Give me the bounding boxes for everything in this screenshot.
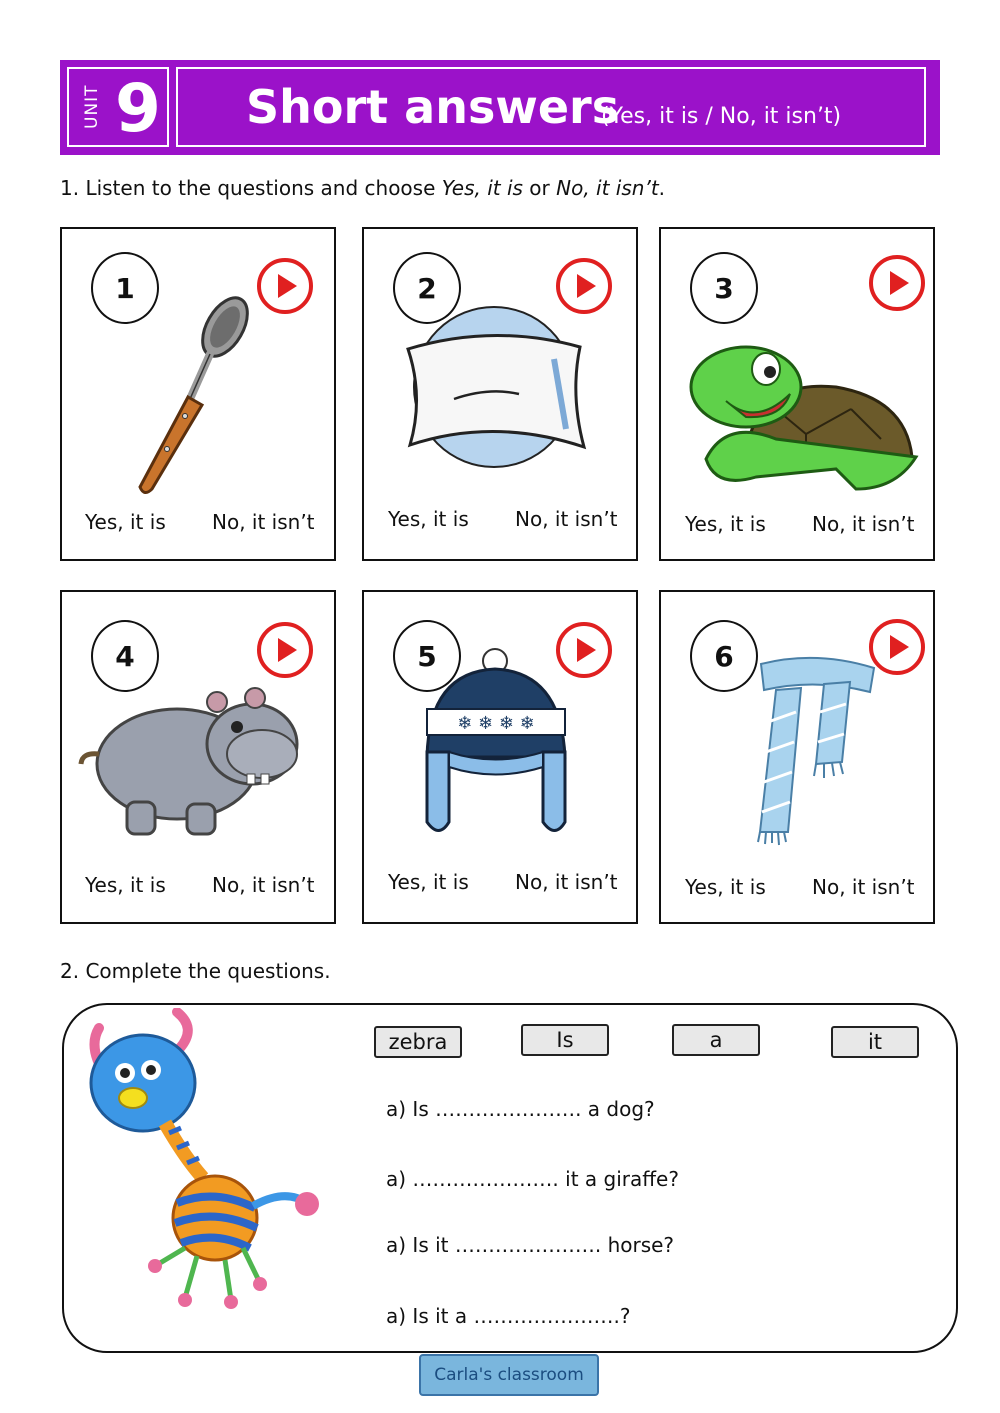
answer-yes[interactable]: Yes, it is [685,512,766,536]
play-icon[interactable] [867,253,927,313]
monster-character-icon [85,1008,330,1313]
instruction-suffix: . [658,176,666,200]
answer-no[interactable]: No, it isn’t [812,875,915,899]
card-number: 3 [690,252,758,324]
play-icon[interactable] [255,620,315,680]
word-chip-zebra[interactable]: zebra [374,1026,462,1058]
answer-yes[interactable]: Yes, it is [85,873,166,897]
card-6 [659,590,935,924]
page-subtitle: (Yes, it is / No, it isn’t) [601,104,842,129]
hippo-icon [77,682,307,842]
answer-yes[interactable]: Yes, it is [388,870,469,894]
answer-yes[interactable]: Yes, it is [85,510,166,534]
spoon-icon [122,289,262,499]
card-5 [362,590,638,924]
footer-badge: Carla's classroom [419,1354,599,1396]
question-1[interactable]: a) Is …………………. a dog? [386,1097,655,1121]
winter-hat-icon [409,647,584,842]
answer-no[interactable]: No, it isn’t [212,510,315,534]
card-3 [659,227,935,561]
pillow-icon [394,299,594,469]
play-icon[interactable] [255,256,315,316]
scarf-icon [746,652,886,847]
question-4[interactable]: a) Is it a ………………….? [386,1304,631,1328]
unit-number: 9 [115,69,161,147]
card-4 [60,590,336,924]
answer-no[interactable]: No, it isn’t [212,873,315,897]
exercise2-instruction: 2. Complete the questions. [60,959,331,983]
question-2[interactable]: a) …………………. it a giraffe? [386,1167,679,1191]
card-number: 2 [393,252,461,324]
card-number: 4 [91,620,159,692]
unit-label: UNIT [82,84,102,130]
svg-text:❄ ❄ ❄ ❄: ❄ ❄ ❄ ❄ [457,713,535,734]
instruction-option-b: No, it isn’t [556,176,659,200]
card-2 [362,227,638,561]
card-1 [60,227,336,561]
answer-no[interactable]: No, it isn’t [812,512,915,536]
answer-yes[interactable]: Yes, it is [685,875,766,899]
answer-no[interactable]: No, it isn’t [515,870,618,894]
word-chip-is[interactable]: Is [521,1024,609,1056]
instruction-text: 1. Listen to the questions and choose [60,176,442,200]
instruction-joiner: or [522,176,557,200]
turtle-icon [686,339,921,499]
answer-yes[interactable]: Yes, it is [388,507,469,531]
exercise1-instruction [60,176,665,200]
card-number: 5 [393,620,461,692]
card-number: 6 [690,620,758,692]
answer-no[interactable]: No, it isn’t [515,507,618,531]
card-number: 1 [91,252,159,324]
word-chip-a[interactable]: a [672,1024,760,1056]
word-chip-it[interactable]: it [831,1026,919,1058]
question-3[interactable]: a) Is it …………………. horse? [386,1233,675,1257]
page-title: Short answers [246,80,620,134]
instruction-option-a: Yes, it is [441,176,523,200]
